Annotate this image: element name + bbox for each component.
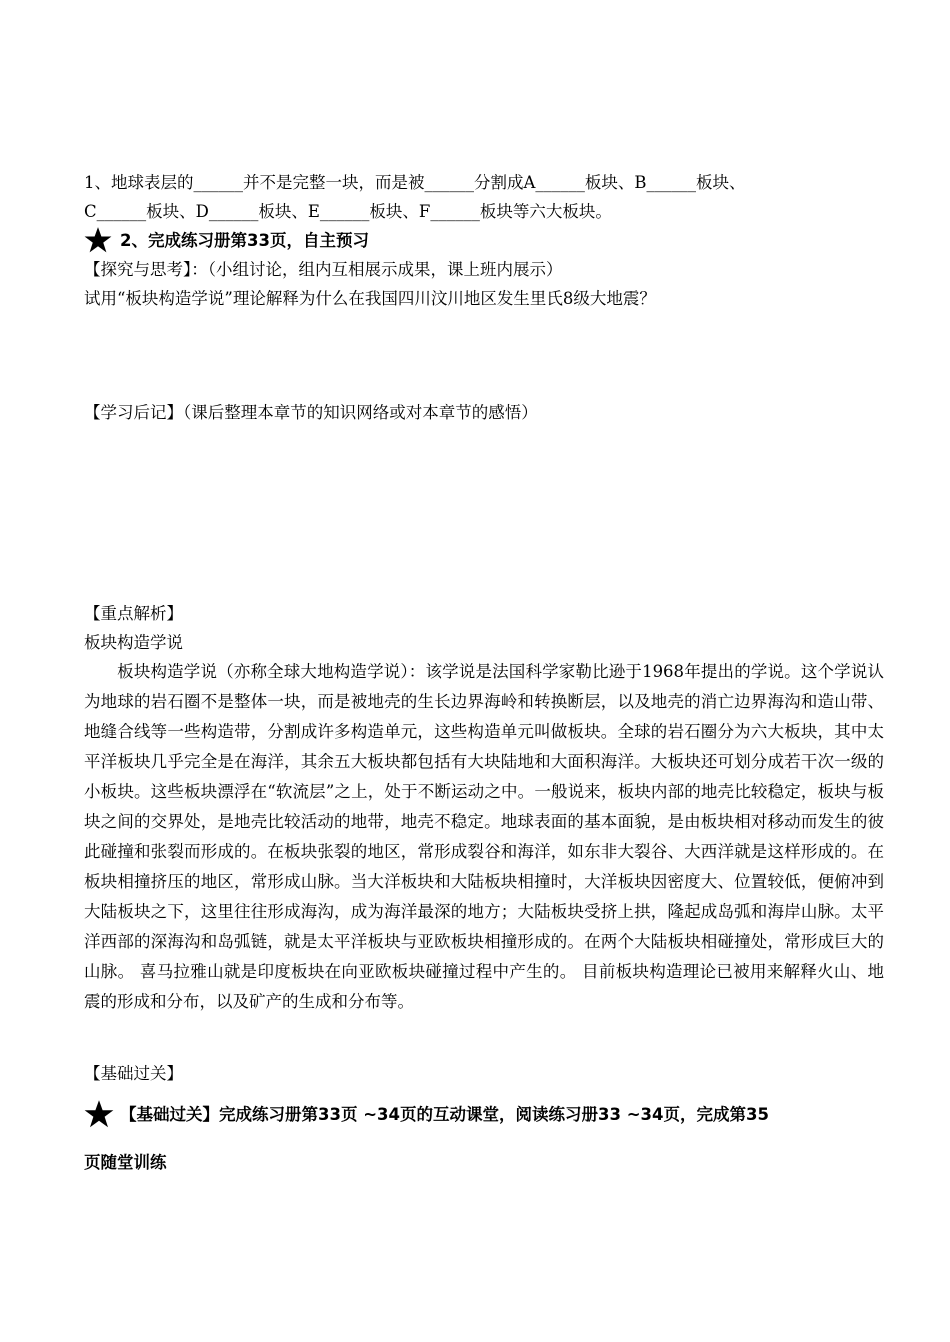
question-1-line-2: C______板块、D______板块、E______板块、F______板块等六大板块。 (84, 202, 612, 221)
basics-task-line-2: 页随堂训练 (84, 1153, 167, 1172)
basics-task-line-1: 【基础过关】完成练习册第33页 ~34页的互动课堂，阅读练习册33 ~34页，完成第35 (120, 1105, 769, 1124)
star-icon (84, 226, 112, 254)
analysis-body (84, 657, 884, 1017)
basics-heading: 【基础过关】 (84, 1064, 183, 1083)
study-notes-heading: 【学习后记】（课后整理本章节的知识网络或对本章节的感悟） (84, 403, 538, 422)
star-icon (84, 1099, 114, 1129)
explore-question: 试用“板块构造学说”理论解释为什么在我国四川汶川地区发生里氏8级大地震？ (84, 289, 656, 308)
key-analysis-heading: 【重点解析】 (84, 604, 183, 623)
analysis-subtitle: 板块构造学说 (84, 633, 183, 652)
analysis-body-text: 板块构造学说（亦称全球大地构造学说）：该学说是法国科学家勒比逊于1968年提出的学说。这个学说认为地球的岩石圈不是整体一块，而是被地壳的生长边界海岭和转换断层，以及地壳的消亡边界海沟和造山带、地缝合线等一些构造带，分割成许多构造单元，这些构造单元叫做板块。全球的岩石圈分为六大板块，其中太平洋板块几乎完全是在海洋，其余五大板块都包括有大块陆地和大面积海洋。大板块还可划分成若干次一级的小板块。这些板块漂浮在“软流层”之上，处于不断运动之中。一般说来，板块内部的地壳比较稳定，板块与板块之间的交界处，是地壳比较活动的地带，地壳不稳定。地球表面的基本面貌，是由板块相对移动而发生的彼此碰撞和张裂而形成的。在板块张裂的地区，常形成裂谷和海洋，如东非大裂谷、大西洋就是这样形成的。在板块相撞挤压的地区，常形成山脉。当大洋板块和大陆板块相撞时，大洋板块因密度大、位置较低，便俯冲到大陆板块之下，这里往往形成海沟，成为海洋最深的地方；大陆板块受挤上拱，隆起成岛弧和海岸山脉。太平洋西部的深海沟和岛弧链，就是太平洋板块与亚欧板块相撞形成的。在两个大陆板块相碰撞处，常形成巨大的山脉。 喜马拉雅山就是印度板块在向亚欧板块碰撞过程中产生的。 目前板块构造理论已被用来解释火山、地震的形成和分布，以及矿产的生成和分布等。 (84, 662, 884, 1011)
explore-heading: 【探究与思考】：（小组讨论，组内互相展示成果，课上班内展示） (84, 260, 563, 279)
question-1-line-1: 1、地球表层的______并不是完整一块，而是被______分割成A______板块、B______板块、 (84, 173, 746, 192)
task-2: 2、完成练习册第33页，自主预习 (120, 231, 369, 250)
